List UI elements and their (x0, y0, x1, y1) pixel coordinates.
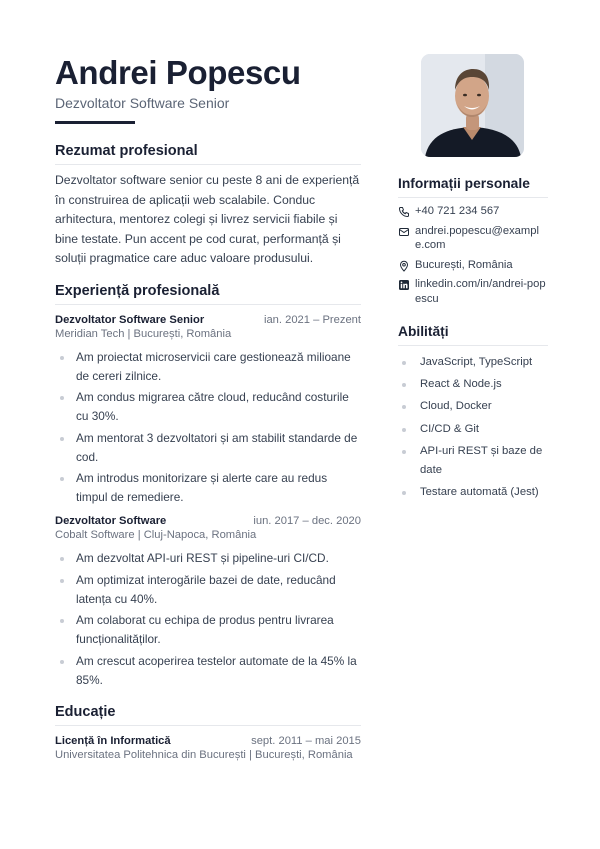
job-company: Cobalt Software | Cluj-Napoca, România (55, 529, 257, 541)
job-bullet: Am proiectat microservicii care gestionează milioane de cereri zilnice. (55, 348, 361, 386)
education-entry (55, 734, 361, 763)
job-entry (55, 514, 361, 690)
skill-item: API-uri REST și baze de date (398, 442, 548, 480)
school-name: Universitatea Politehnica din București | București, România (55, 748, 353, 761)
job-dates: ian. 2021 – Prezent (263, 313, 361, 326)
personal-info-list (398, 204, 548, 306)
job-bullet: Am condus migrarea către cloud, reducând costurile cu 30%. (55, 388, 361, 426)
experience-section (55, 282, 361, 690)
job-bullet: Am optimizat interogările bazei de date, reducând latența cu 40%. (55, 571, 361, 609)
personal-info-title: Informații personale (398, 175, 548, 198)
candidate-role: Dezvoltator Software Senior (55, 95, 230, 111)
skill-item: Cloud, Docker (398, 397, 548, 416)
summary-text: Dezvoltator software senior cu peste 8 ani de experiență în construirea de aplicații web scalabile. Conduc arhitectura, mentorez colegi și livrez servicii fiabile și bine testate. Pun accent pe cod curat, performanță și soluții pragmatice care aduc valoare produsului. (55, 173, 360, 265)
job-header (55, 313, 361, 327)
phone-text: +40 721 234 567 (415, 205, 500, 217)
skills-section (398, 323, 548, 502)
linkedin-item (398, 277, 548, 306)
job-dates: iun. 2017 – dec. 2020 (253, 515, 361, 527)
job-bullet: Am dezvoltat API-uri REST și pipeline-uri CI/CD. (55, 549, 361, 568)
education-section (55, 703, 361, 763)
job-entry (55, 313, 361, 508)
main-column (55, 54, 361, 763)
education-header (55, 734, 361, 748)
job-bullets (55, 348, 361, 508)
degree-title: Licență în Informatică (55, 734, 171, 747)
personal-info-section (398, 175, 548, 306)
location-item (398, 258, 548, 273)
location-text: București, România (415, 258, 513, 271)
sidebar-column (398, 54, 548, 505)
linkedin-icon (398, 279, 410, 291)
education-title: Educație (55, 703, 361, 726)
job-bullet: Am introdus monitorizare și alerte care au redus timpul de remediere. (55, 469, 361, 507)
job-bullet: Am crescut acoperirea testelor automate de la 45% la 85%. (55, 652, 361, 690)
skill-item: React & Node.js (398, 375, 548, 394)
phone-icon (398, 206, 410, 218)
experience-title: Experiență profesională (55, 282, 361, 305)
job-bullets (55, 549, 361, 690)
skill-item: Testare automată (Jest) (398, 483, 548, 502)
job-company: Meridian Tech | București, România (55, 327, 232, 340)
education-dates: sept. 2011 – mai 2015 (251, 734, 361, 747)
candidate-name: Andrei Popescu (55, 54, 301, 91)
job-title: Dezvoltator Software (55, 515, 167, 527)
email-text[interactable]: andrei.popescu@example.com (415, 224, 539, 251)
map-pin-icon (398, 260, 410, 272)
accent-line (55, 121, 135, 124)
linkedin-text[interactable]: linkedin.com/in/andrei-popescu (415, 278, 546, 305)
skill-item: CI/CD & Git (398, 420, 548, 439)
job-bullet: Am colaborat cu echipa de produs pentru livrarea funcționalităților. (55, 611, 361, 649)
summary-title: Rezumat profesional (55, 142, 361, 165)
mail-icon (398, 226, 410, 238)
job-title: Dezvoltator Software Senior (55, 313, 205, 326)
skills-list (398, 353, 548, 502)
portrait-illustration (421, 54, 524, 157)
phone-item (398, 204, 548, 219)
skill-item: JavaScript, TypeScript (398, 353, 548, 372)
profile-photo (421, 54, 524, 157)
job-bullet: Am mentorat 3 dezvoltatori și am stabilit standarde de cod. (55, 429, 361, 467)
email-item (398, 224, 548, 253)
skills-title: Abilități (398, 323, 548, 346)
job-header (55, 514, 361, 528)
summary-section (55, 142, 361, 269)
